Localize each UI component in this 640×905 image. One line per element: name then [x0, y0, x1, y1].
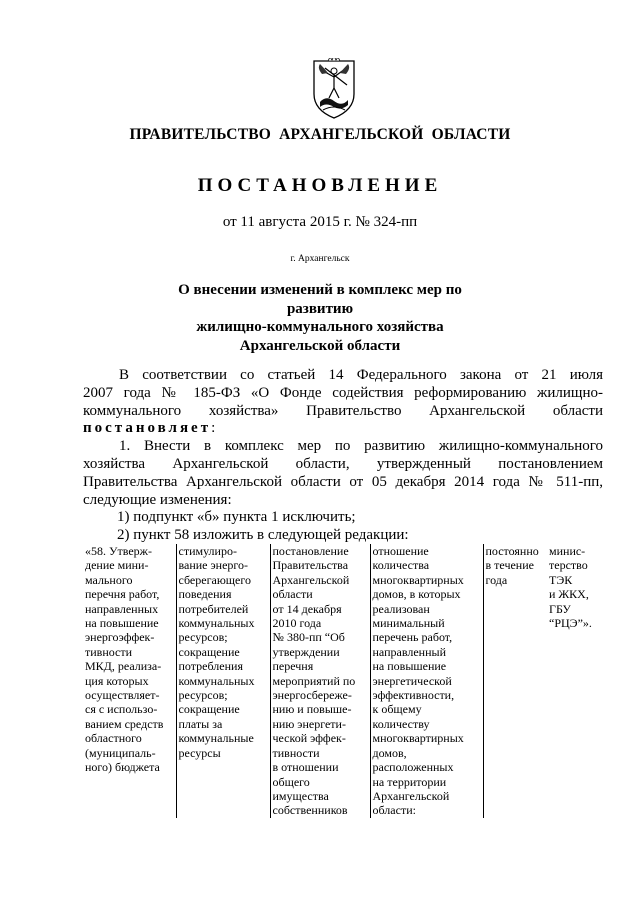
table-cell-line: энергоэффек- [85, 630, 155, 645]
table-cell-line: минис- [549, 544, 586, 558]
list-item: 2) пункт 58 изложить в следующей редакции: [117, 527, 409, 544]
subject-line: О внесении изменений в комплекс мер по развитию [178, 282, 462, 317]
table-cell-line: эффективности, [372, 688, 455, 703]
table-cell-line: ция которых [85, 673, 149, 688]
table-cell-responsible [547, 544, 607, 818]
table-cell-line: потребления [178, 659, 243, 674]
table-cell-line: ресурсов; [178, 688, 228, 703]
resolution-word-line [83, 420, 603, 438]
table-cell-line: МКД, реализа- [85, 659, 162, 674]
table-cell-line: сберегающего [178, 572, 251, 587]
table-row [83, 544, 607, 818]
table-cell-line: ся с использо- [85, 702, 158, 717]
table-cell-line: утверждении [272, 644, 340, 659]
table-cell-period [483, 544, 547, 818]
table-cell-line: в отношении [272, 760, 339, 775]
table-cell-line: области [272, 587, 313, 602]
table-cell-line: № 380-пп “Об [272, 630, 345, 645]
table-cell-line: расположенных [372, 760, 454, 775]
text-line: В соответствии со статьей 14 Федерального закона от 21 июля [119, 367, 603, 383]
preamble-paragraph [83, 367, 603, 438]
table-cell-line: потребителей [178, 601, 249, 616]
subject-line: Архангельской области [239, 337, 401, 354]
table-cell-line: направленный [372, 644, 446, 659]
table-cell-line: перечня [272, 659, 314, 674]
amendment-list [83, 509, 603, 545]
table-cell-line: перечня работ, [85, 587, 160, 602]
table-cell-line: многоквартирных [372, 731, 464, 746]
table-cell-line: стимулиро- [178, 544, 237, 558]
table-cell-line: постоянно [485, 544, 539, 558]
table-cell-line: сокращение [178, 702, 240, 717]
table-cell-line: на территории [372, 774, 447, 789]
table-cell-line: мероприятий по [272, 673, 356, 688]
table-cell-line: на повышение [372, 659, 447, 674]
table-cell-line: 2010 года [272, 616, 322, 631]
document-body [83, 367, 603, 545]
table-cell-line: терство [549, 558, 588, 573]
table-cell-line: имущества [272, 788, 329, 803]
table-cell-line: коммунальные [178, 731, 254, 746]
list-item: 1) подпункт «б» пункта 1 исключить; [117, 509, 356, 526]
table-cell-line: области: [372, 803, 416, 818]
table-cell-line: домов, [372, 745, 407, 760]
table-cell-line: сокращение [178, 644, 240, 659]
table-cell-goal [176, 544, 270, 818]
document-type: ПОСТАНОВЛЕНИЕ [197, 175, 443, 196]
table-cell-line: количества [372, 558, 430, 573]
text-line: коммунального хозяйства» Правительство Архангельской области [83, 402, 603, 419]
table-cell-line: нию и повыше- [272, 702, 352, 717]
table-cell-line: на повышение [85, 616, 159, 631]
subject-line: жилищно-коммунального хозяйства [196, 319, 444, 335]
table-cell-line: года [485, 572, 508, 587]
coat-of-arms-icon [311, 58, 357, 120]
table-cell-line: тивности [85, 644, 133, 659]
colon: : [211, 420, 216, 437]
table-cell-item [83, 544, 176, 818]
table-cell-line: «58. Утверж- [85, 544, 152, 558]
table-cell-line: ТЭК [549, 572, 573, 587]
table-cell-line: поведения [178, 587, 232, 602]
document-subject [160, 281, 480, 355]
table-cell-line: ного) бюджета [85, 760, 160, 775]
table-cell-line: нию энергети- [272, 716, 346, 731]
table-cell-line: постановление [272, 544, 349, 558]
table-cell-line: направленных [85, 601, 159, 616]
table-cell-line: в течение [485, 558, 534, 573]
table-cell-indicator [370, 544, 483, 818]
organization-title: ПРАВИТЕЛЬСТВО АРХАНГЕЛЬСКОЙ ОБЛАСТИ [129, 126, 511, 143]
table-cell-line: многоквартирных [372, 572, 464, 587]
table-cell-line: вание энерго- [178, 558, 249, 573]
table-cell-line: ГБУ [549, 601, 571, 616]
table-cell-line: Правительства [272, 558, 349, 573]
table-cell-basis [270, 544, 370, 818]
table-cell-line: дение мини- [85, 558, 149, 573]
resolution-word: постановляет [83, 420, 212, 437]
table-cell-line: от 14 декабря [272, 601, 342, 616]
table-cell-line: осуществляет- [85, 688, 160, 703]
table-cell-line: тивности [272, 745, 320, 760]
table-cell-line: областного [85, 731, 142, 746]
document-date-number: от 11 августа 2015 г. № 324-пп [222, 214, 418, 230]
table-cell-line: коммунальных [178, 616, 255, 631]
document-city: г. Архангельск [290, 254, 350, 264]
table-cell-line: ресурсы [178, 745, 221, 760]
table-cell-line: энергосбереже- [272, 688, 352, 703]
table-cell-line: (муниципаль- [85, 745, 156, 760]
text-line: Правительства Архангельской области от 05 декабря 2014 года № 511-пп, [83, 473, 603, 490]
table-cell-line: минимальный [372, 616, 445, 631]
table-cell-line: собственников [272, 803, 348, 818]
table-cell-line: реализован [372, 601, 430, 616]
text-line: 1. Внести в комплекс мер по развитию жилищно-коммунального [119, 438, 603, 455]
table-cell-line: коммунальных [178, 673, 255, 688]
table-cell-line: перечень работ, [372, 630, 453, 645]
table-cell-line: “РЦЭ”». [549, 616, 592, 631]
table-cell-line: платы за [178, 716, 223, 731]
table-cell-line: Архангельской [272, 572, 350, 587]
table-cell-line: Архангельской [372, 788, 450, 803]
text-line: 2007 года № 185-ФЗ «О Фонде содействия реформированию жилищно- [83, 384, 603, 401]
table-cell-line: ческой эффек- [272, 731, 346, 746]
table-cell-line: мального [85, 572, 133, 587]
amendment-table [83, 544, 607, 818]
table-cell-line: и ЖКХ, [549, 587, 589, 602]
text-line: хозяйства Архангельской области, утвержденный постановлением [83, 455, 603, 472]
clause-1-paragraph [83, 438, 603, 509]
table-cell-line: общего [272, 774, 310, 789]
table-cell-line: домов, в которых [372, 587, 461, 602]
table-cell-line: отношение [372, 544, 429, 558]
table-cell-line: ресурсов; [178, 630, 228, 645]
table-cell-line: энергетической [372, 673, 452, 688]
table-cell-line: ванием средств [85, 716, 164, 731]
table-cell-line: количеству [372, 716, 430, 731]
text-line: следующие изменения: [83, 491, 232, 508]
table-cell-line: к общему [372, 702, 422, 717]
